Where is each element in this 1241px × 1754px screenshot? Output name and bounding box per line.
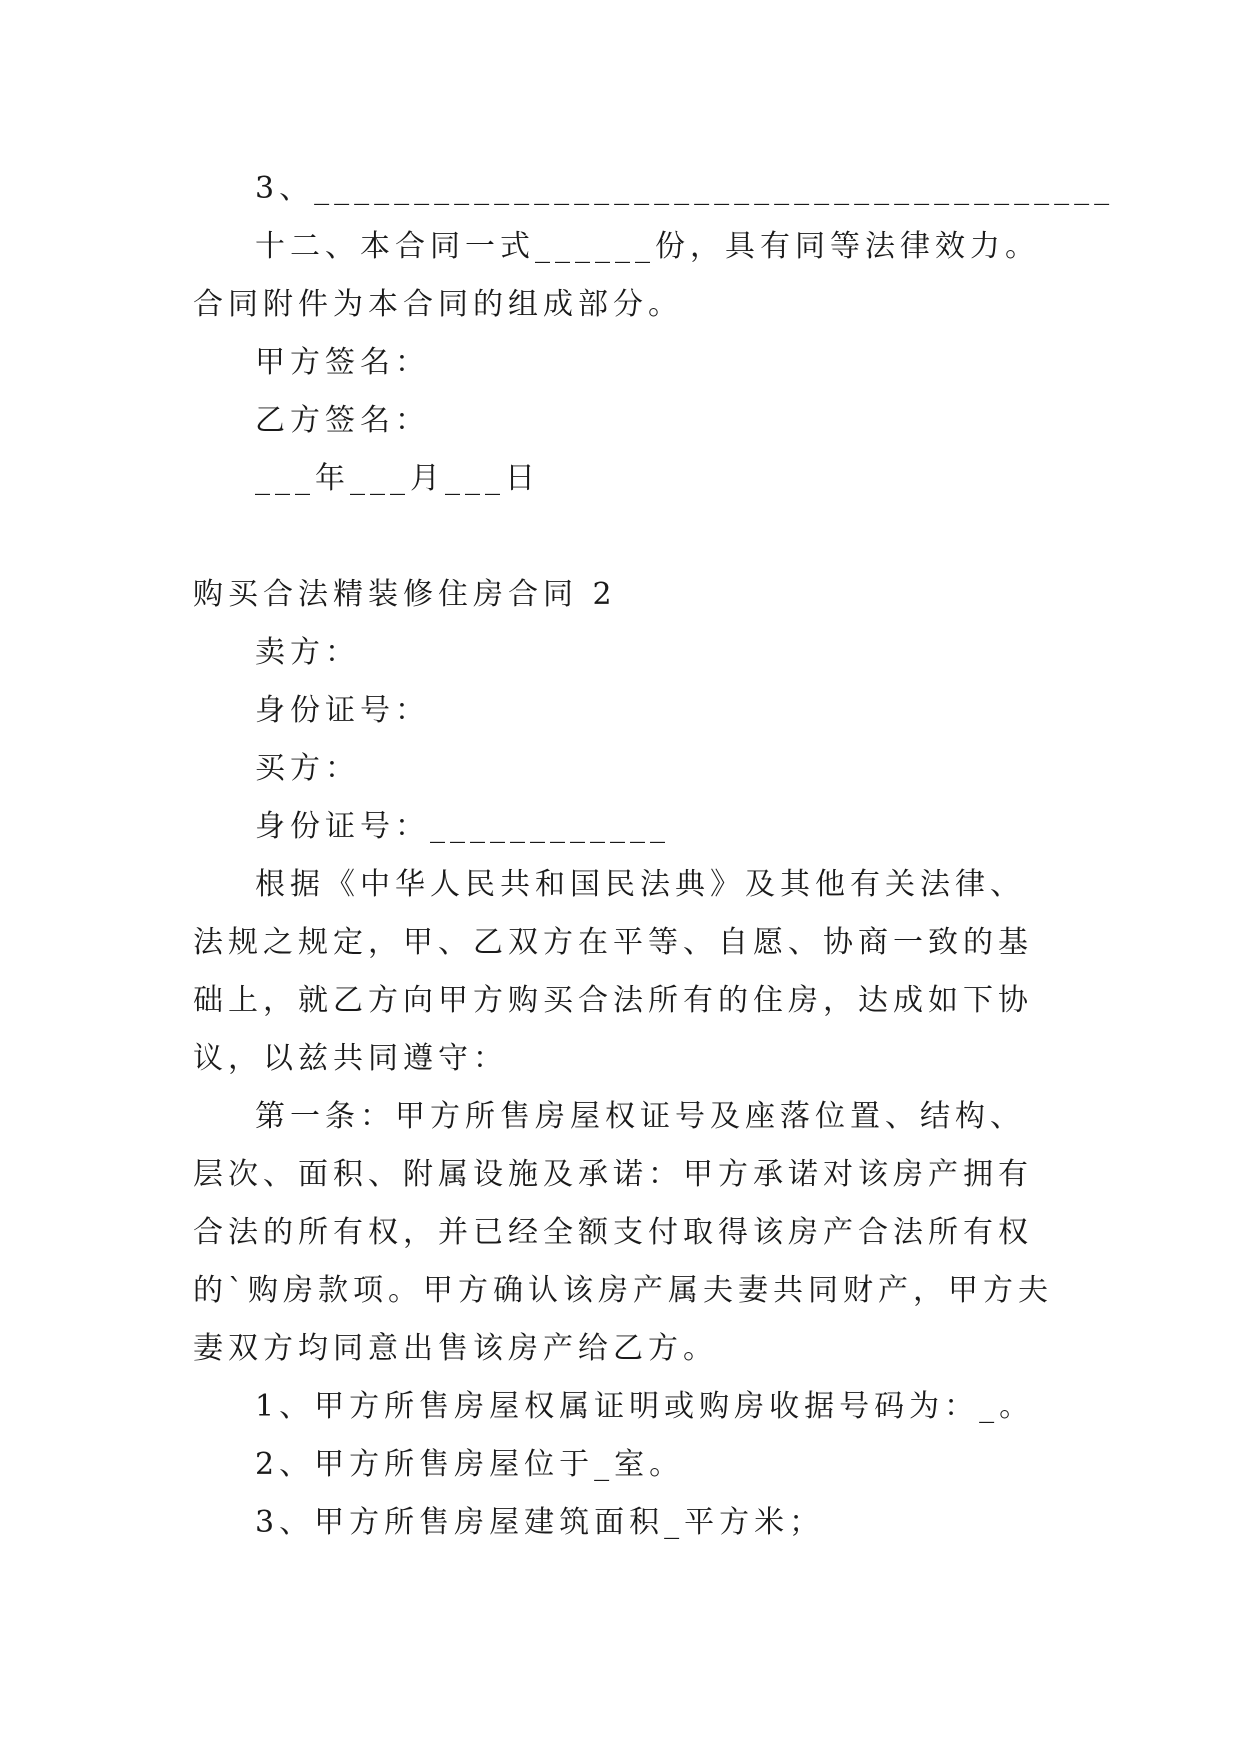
contract-title: 购买合法精装修住房合同 2	[193, 577, 617, 612]
article-1-item-2: 2、甲方所售房屋位于_室。	[255, 1447, 685, 1482]
article-1-item-3: 3、甲方所售房屋建筑面积_平方米；	[255, 1505, 825, 1540]
seller-label: 卖方：	[255, 635, 360, 670]
clause-12: 十二、本合同一式______份，具有同等法律效力。合同附件为本合同的组成部分。	[193, 229, 1040, 322]
preamble-paragraph: 根据《中华人民共和国民法典》及其他有关法律、法规之规定，甲、乙双方在平等、自愿、协商一致的基础上，就乙方向甲方购买合法所有的住房，达成如下协议，以兹共同遵守：	[193, 867, 1033, 1076]
article-1-item-1: 1、甲方所售房屋权属证明或购房收据号码为：_。	[255, 1389, 1035, 1424]
date-line: ___年___月___日	[255, 461, 540, 496]
buyer-label: 买方：	[255, 751, 360, 786]
seller-id-label: 身份证号：	[255, 693, 430, 728]
item-3-blank: 3、________________________________________	[255, 171, 1115, 206]
article-1-paragraph: 第一条：甲方所售房屋权证号及座落位置、结构、层次、面积、附属设施及承诺：甲方承诺对该房产拥有合法的所有权，并已经全额支付取得该房产合法所有权的`购房款项。甲方确认该房产属夫妻共同财产，甲方夫妻双方均同意出售该房产给乙方。	[193, 1099, 1053, 1366]
party-b-signature: 乙方签名：	[255, 403, 430, 438]
party-a-signature: 甲方签名：	[255, 345, 430, 380]
document-body	[193, 160, 1115, 1552]
buyer-id-label: 身份证号：____________	[255, 809, 670, 844]
